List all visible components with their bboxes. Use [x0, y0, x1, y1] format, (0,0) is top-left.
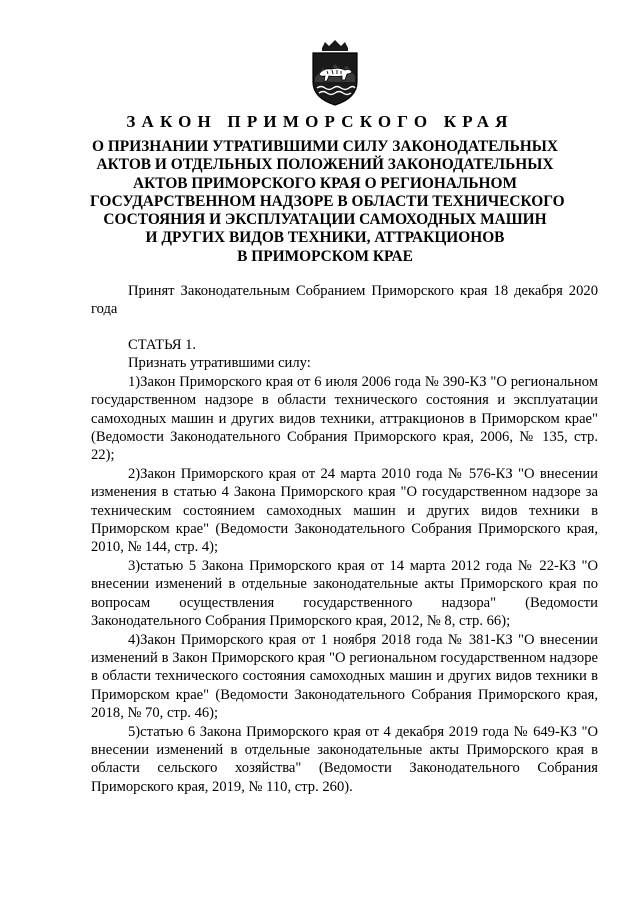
article-item: 3)статью 5 Закона Приморского края от 14 марта 2012 года № 22-КЗ "О внесении изменений в отдельные законодательные акты Приморского края по вопросам осуществления государственного надзора" (Ведомости Законодательного Собрания Приморского края, 2012, № 8, стр. 66); [91, 557, 598, 630]
subject-line: АКТОВ И ОТДЕЛЬНЫХ ПОЛОЖЕНИЙ ЗАКОНОДАТЕЛЬНЫХ [96, 156, 554, 174]
subject-line: СОСТОЯНИЯ И ЭКСПЛУАТАЦИИ САМОХОДНЫХ МАШИН [103, 211, 547, 229]
subject-line: И ДРУГИХ ВИДОВ ТЕХНИКИ, АТТРАКЦИОНОВ [145, 229, 505, 247]
article-intro: Признать утратившими силу: [128, 355, 311, 372]
adoption-text: Принят Законодательным Собранием Приморского края 18 декабря 2020 года [91, 283, 598, 318]
law-subject-title [90, 138, 565, 266]
article-1 [91, 336, 598, 796]
article-item: 1)Закон Приморского края от 6 июля 2006 года № 390-КЗ "О региональном государственном надзоре в области технического состояния и эксплуатации самоходных машин и других видов техники, аттракционов в Приморском крае" (Ведомости Законодательного Собрания Приморского края, 2006, № 135, стр. 22); [91, 373, 598, 464]
adoption-note [91, 282, 598, 319]
subject-line: ГОСУДАРСТВЕННОМ НАДЗОРЕ В ОБЛАСТИ ТЕХНИЧЕСКОГО [90, 192, 565, 210]
subject-line: АКТОВ ПРИМОРСКОГО КРАЯ О РЕГИОНАЛЬНОМ [132, 174, 518, 192]
article-item: 2)Закон Приморского края от 24 марта 2010 года № 576-КЗ "О внесении изменения в статью 4 Закона Приморского края "О государственном надзоре за техническим состоянием самоходных машин и других видов техники в Приморском крае" (Ведомости Законодательного Собрания Приморского края, 2010, № 144, стр. 4); [91, 465, 598, 556]
article-item: 4)Закон Приморского края от 1 ноября 2018 года № 381-КЗ "О внесении изменений в Закон Приморского края "О региональном государственном надзоре в области технического состояния самоходных машин и других видов техники в Приморском крае" (Ведомости Законодательного Собрания Приморского края, 2018, № 70, стр. 46); [91, 631, 598, 722]
coat-of-arms-icon [305, 38, 365, 108]
article-item: 5)статью 6 Закона Приморского края от 4 декабря 2019 года № 649-КЗ "О внесении изменений в отдельные законодательные акты Приморского края в области сельского хозяйства" (Ведомости Законодательного Собрания Приморского края, 2019, № 110, стр. 260). [91, 723, 598, 795]
subject-line: О ПРИЗНАНИИ УТРАТИВШИМИ СИЛУ ЗАКОНОДАТЕЛЬНЫХ [92, 138, 558, 155]
law-title: ЗАКОН ПРИМОРСКОГО КРАЯ [126, 112, 514, 131]
subject-line: В ПРИМОРСКОМ КРАЕ [237, 247, 413, 265]
article-heading: СТАТЬЯ 1. [128, 337, 197, 353]
